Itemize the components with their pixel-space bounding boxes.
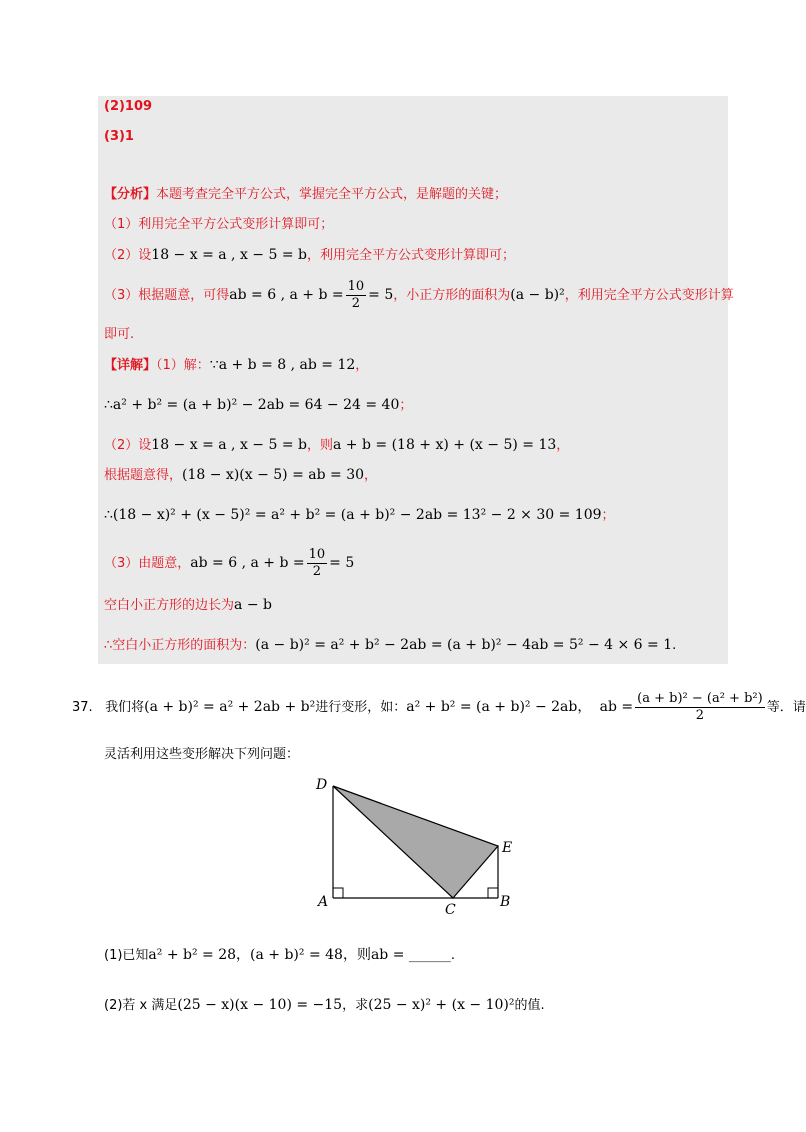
analysis-p3-math-3: (a − b)² xyxy=(510,287,565,303)
answer-2: (2)109 xyxy=(104,99,153,114)
question-number: 37. xyxy=(72,700,93,715)
fraction-denominator: 2 xyxy=(695,708,705,723)
label-a: A xyxy=(318,894,329,910)
right-angle-b xyxy=(488,888,498,898)
detail-l6-math: ab = 6 , a + b = xyxy=(190,555,305,571)
detail-l3-math-2: a + b = (18 + x) + (x − 5) = 13 xyxy=(333,437,557,453)
sub2-math-2: (25 − x)² + (x − 10)² xyxy=(368,997,515,1013)
sub1-math: a² + b² = 28，(a + b)² = 48，则ab = ______ xyxy=(148,947,451,963)
analysis-p3-fraction xyxy=(346,279,367,312)
analysis-p3-math-2: = 5 xyxy=(368,287,394,303)
detail-l8-text: ∴空白小正方形的面积为： xyxy=(104,638,256,653)
question-math-3: ab = xyxy=(599,699,634,715)
label-b: B xyxy=(500,894,511,910)
detail-tag: 【详解】 xyxy=(104,358,157,373)
right-angle-a xyxy=(333,888,343,898)
detail-l3-text-b: ，则 xyxy=(306,438,333,453)
analysis-intro xyxy=(104,186,507,204)
detail-l7-math: a − b xyxy=(234,597,272,613)
geometry-figure xyxy=(300,770,530,920)
detail-l4-text: 根据题意得， xyxy=(104,468,183,483)
detail-l5-math: ∴(18 − x)² + (x − 5)² = a² + b² = (a + b)² − 2ab = 13² − 2 × 30 = 109 xyxy=(104,507,602,523)
question-fraction xyxy=(635,691,765,724)
question-math: (a + b)² = a² + 2ab + b² xyxy=(144,699,316,715)
fraction-numerator: (a + b)² − (a² + b²) xyxy=(637,691,763,706)
detail-l1-math: ∵a + b = 8 , ab = 12 xyxy=(209,357,356,373)
analysis-p3 xyxy=(104,278,734,313)
analysis-p3-end: 即可. xyxy=(104,327,135,342)
fraction-denominator: 2 xyxy=(312,564,322,579)
label-c: C xyxy=(445,902,456,918)
detail-l7-text: 空白小正方形的边长为 xyxy=(104,598,235,613)
detail-l4-text-b: ， xyxy=(364,468,378,483)
question-37-line2: 灵活利用这些变形解决下列问题： xyxy=(104,747,300,762)
detail-l5 xyxy=(104,506,615,525)
label-e: E xyxy=(502,840,513,856)
analysis-p1: （1）利用完全平方公式变形计算即可； xyxy=(104,217,334,232)
detail-l2-math: ∴a² + b² = (a + b)² − 2ab = 64 − 24 = 40 xyxy=(104,397,400,413)
question-37-line1 xyxy=(72,690,806,725)
sub2-text-c: 的值. xyxy=(514,998,545,1013)
detail-l6-fraction xyxy=(307,547,328,580)
detail-l3-text-c: ， xyxy=(556,438,570,453)
analysis-p3-text-c: ，利用完全平方公式变形计算 xyxy=(564,288,734,303)
question-text-c: 等．请 xyxy=(766,700,806,715)
answer-3: (3)1 xyxy=(104,129,134,144)
detail-l8-math: (a − b)² = a² + b² − 2ab = (a + b)² − 4ab = 5² − 4 × 6 = 1 xyxy=(255,637,673,653)
sub-question-2 xyxy=(104,996,545,1015)
detail-l8-text-b: . xyxy=(672,638,677,653)
detail-l4-math: (18 − x)(x − 5) = ab = 30 xyxy=(182,467,365,483)
shaded-triangle-dce xyxy=(333,786,498,898)
detail-l1 xyxy=(104,356,368,375)
detail-l2-text: ； xyxy=(399,398,413,413)
detail-l6-math-2: = 5 xyxy=(329,555,355,571)
sub2-text: (2)若 x 满足 xyxy=(104,998,178,1013)
question-math-2: a² + b² = (a + b)² − 2ab， xyxy=(406,699,592,715)
detail-l2 xyxy=(104,396,412,415)
analysis-p2-text: （2）设 xyxy=(104,248,152,263)
detail-l3-math: 18 − x = a , x − 5 = b xyxy=(151,437,307,453)
label-d: D xyxy=(316,777,328,793)
detail-l1-text-b: ， xyxy=(355,358,369,373)
analysis-intro-text: 本题考查完全平方公式，掌握完全平方公式，是解题的关键； xyxy=(156,187,508,202)
sub1-text: (1)已知 xyxy=(104,948,149,963)
sub2-math: (25 − x)(x − 10) = −15 xyxy=(177,997,343,1013)
analysis-p2-math: 18 − x = a , x − 5 = b xyxy=(151,247,307,263)
sub1-text-b: . xyxy=(450,948,456,963)
fraction-denominator: 2 xyxy=(351,296,361,311)
detail-l3 xyxy=(104,436,569,455)
detail-l3-text: （2）设 xyxy=(104,438,152,453)
fraction-numerator: 10 xyxy=(308,547,326,562)
detail-l5-text: ； xyxy=(601,508,615,523)
analysis-p3-math: ab = 6 , a + b = xyxy=(229,287,344,303)
detail-l8 xyxy=(104,636,676,655)
analysis-tag: 【分析】 xyxy=(104,187,157,202)
detail-l1-text: （1）解： xyxy=(156,358,210,373)
analysis-p3-text-b: ，小正方形的面积为 xyxy=(393,288,511,303)
detail-l6 xyxy=(104,546,354,581)
analysis-p3-text: （3）根据题意，可得 xyxy=(104,288,230,303)
sub-question-1 xyxy=(104,946,455,965)
question-text-b: 进行变形，如： xyxy=(315,700,407,715)
detail-l4 xyxy=(104,466,377,485)
detail-l6-text: （3）由题意， xyxy=(104,556,191,571)
detail-l7 xyxy=(104,596,272,615)
fraction-numerator: 10 xyxy=(347,279,365,294)
question-text: 我们将 xyxy=(105,700,145,715)
analysis-p2 xyxy=(104,246,515,265)
analysis-p2-text-b: ，利用完全平方公式变形计算即可； xyxy=(306,248,515,263)
sub2-text-b: ，求 xyxy=(342,998,369,1013)
